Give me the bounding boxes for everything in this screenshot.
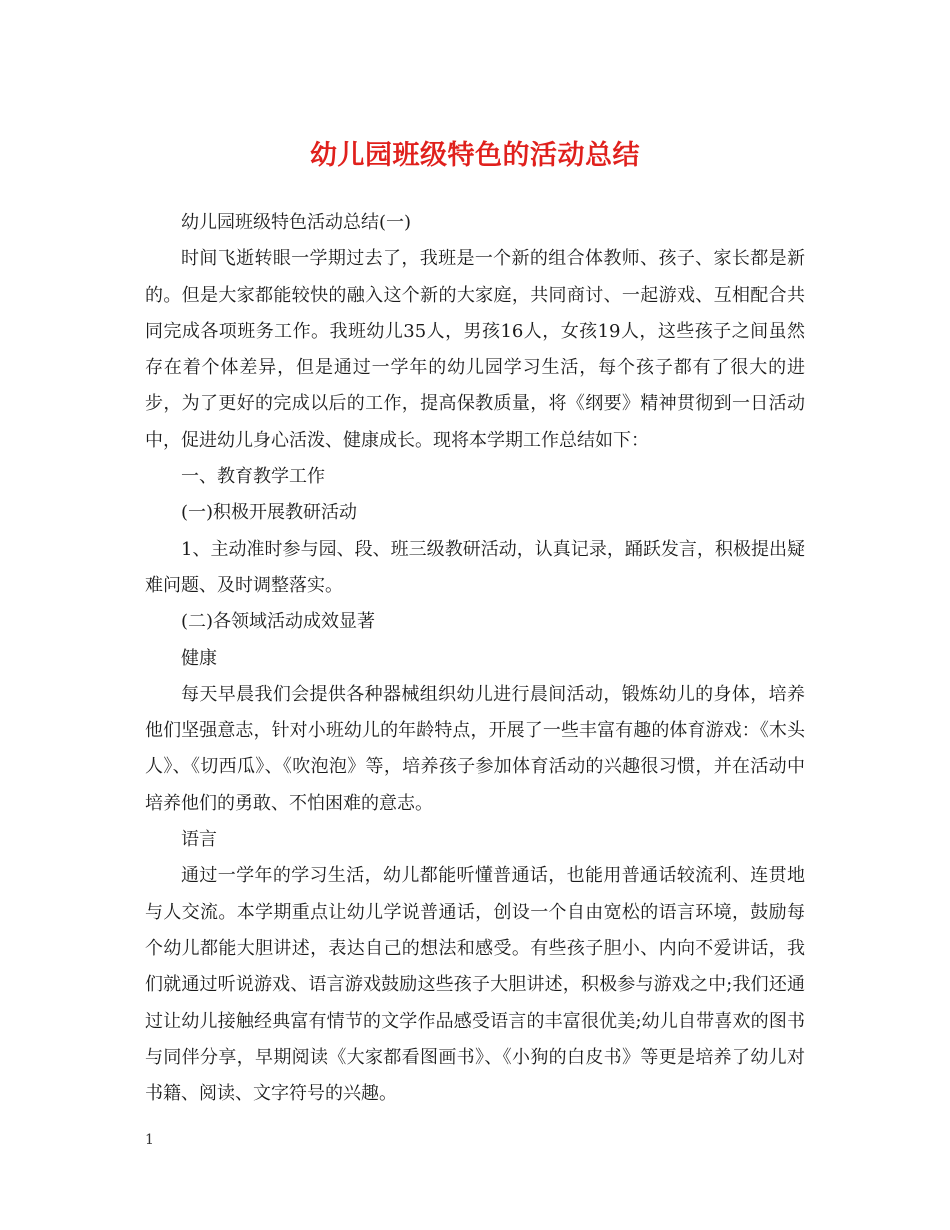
- body-paragraph: 通过一学年的学习生活，幼儿都能听懂普通话，也能用普通话较流利、连贯地与人交流。本学期重点让幼儿学说普通话，创设一个自由宽松的语言环境，鼓励每个幼儿都能大胆讲述，表达自己的想法和感受。有些孩子胆小、内向不爱讲话，我们就通过听说游戏、语言游戏鼓励这些孩子大胆讲述，积极参与游戏之中;我们还通过让幼儿接触经典富有情节的文学作品感受语言的丰富很优美;幼儿自带喜欢的图书与同伴分享，早期阅读《大家都看图画书》、《小狗的白皮书》等更是培养了幼儿对书籍、阅读、文字符号的兴趣。: [145, 865, 805, 1105]
- document-body: [145, 205, 805, 1112]
- topic-heading: 语言: [181, 829, 217, 851]
- subsection-heading: (一)积极开展教研活动: [181, 502, 358, 524]
- section-heading: 一、教育教学工作: [181, 466, 325, 488]
- section-heading: 幼儿园班级特色活动总结(一): [181, 212, 412, 233]
- body-paragraph: 每天早晨我们会提供各种器械组织幼儿进行晨间活动，锻炼幼儿的身体，培养他们坚强意志，针对小班幼儿的年龄特点，开展了一些丰富有趣的体育游戏：《木头人》、《切西瓜》、《吹泡泡》等，培养孩子参加体育活动的兴趣很习惯，并在活动中培养他们的勇敢、不怕困难的意志。: [145, 683, 805, 814]
- body-paragraph: 1、主动准时参与园、段、班三级教研活动，认真记录，踊跃发言，积极提出疑难问题、及时调整落实。: [145, 538, 805, 596]
- page-number: 1: [145, 1132, 154, 1148]
- subsection-heading: (二)各领域活动成效显著: [181, 611, 376, 633]
- topic-heading: 健康: [181, 647, 217, 669]
- body-paragraph: 时间飞逝转眼一学期过去了，我班是一个新的组合体教师、孩子、家长都是新的。但是大家都能较快的融入这个新的大家庭，共同商讨、一起游戏、互相配合共同完成各项班务工作。我班幼儿35人，男孩16人，女孩19人，这些孩子之间虽然存在着个体差异，但是通过一学年的幼儿园学习生活，每个孩子都有了很大的进步，为了更好的完成以后的工作，提高保教质量，将《纲要》精神贯彻到一日活动中，促进幼儿身心活泼、健康成长。现将本学期工作总结如下：: [145, 248, 805, 451]
- document-title: 幼儿园班级特色的活动总结: [310, 140, 640, 171]
